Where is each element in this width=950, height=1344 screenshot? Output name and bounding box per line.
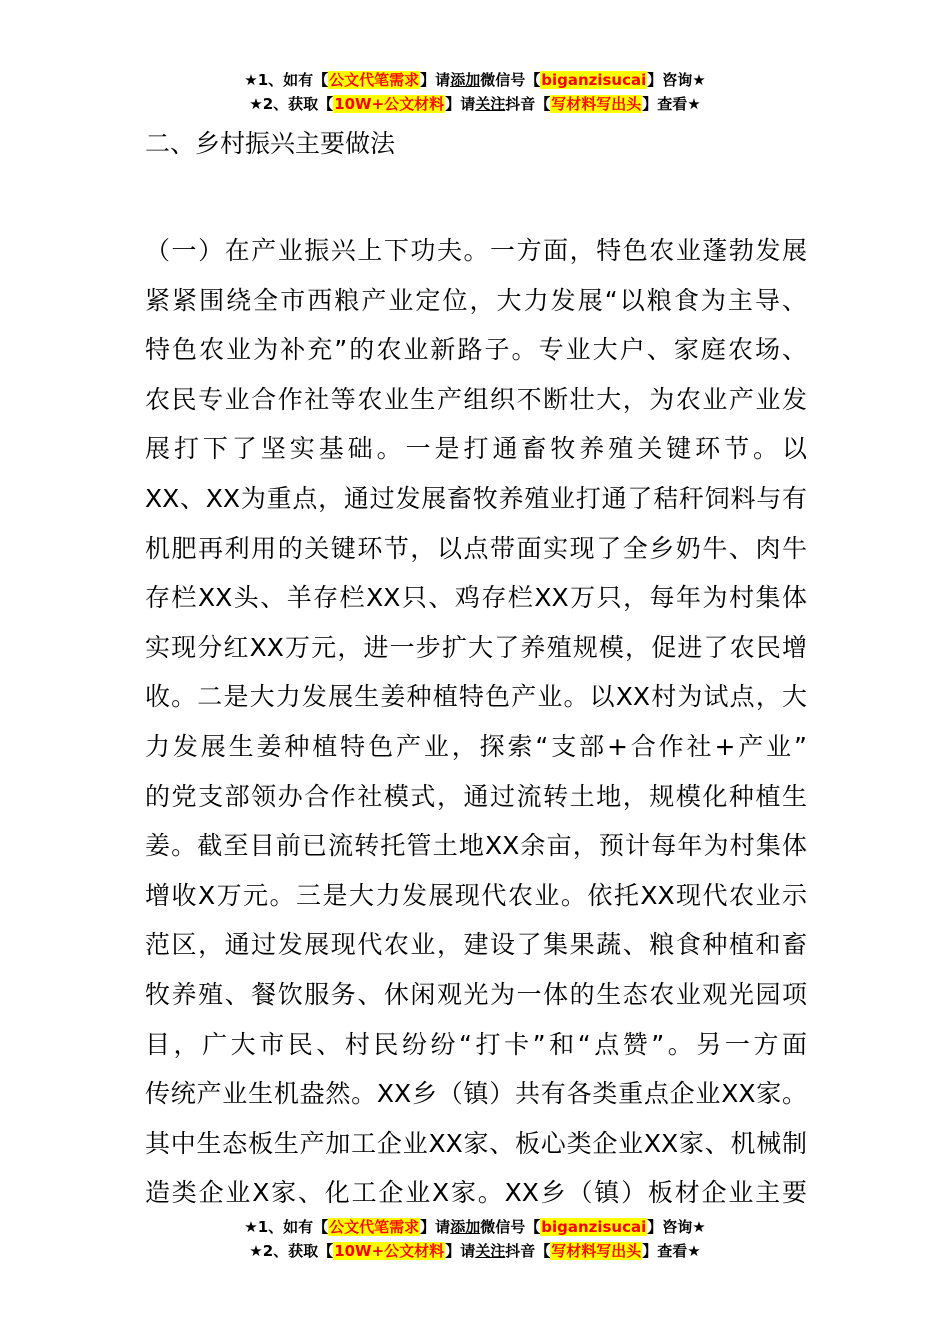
banner-underline: 关注 (475, 95, 506, 113)
paragraph-line: 机肥再利用的关键环节，以点带面实现了全乡奶牛、肉牛 (145, 533, 807, 563)
paragraph-line: 姜。截至目前已流转托管土地XX余亩，预计每年为村集体 (145, 831, 807, 861)
banner-text: 微信号【 (480, 71, 541, 89)
paragraph-line: 范区，通过发展现代农业，建设了集果蔬、粮食种植和畜 (145, 930, 807, 960)
banner-text: ★2、获取【 (249, 1242, 334, 1260)
banner-highlight: 10W+公文材料 (334, 1242, 445, 1260)
banner-line-1 (0, 1215, 950, 1239)
paragraph-line: 目，广大市民、村民纷纷“打卡”和“点赞”。另一方面 (145, 1029, 807, 1059)
banner-underline: 添加 (450, 1218, 481, 1236)
banner-underline: 关注 (475, 1242, 506, 1260)
top-banner (0, 68, 950, 116)
paragraph-line: 牧养殖、餐饮服务、休闲观光为一体的生态农业观光园项 (145, 979, 807, 1009)
banner-text: 】请 (420, 1218, 451, 1236)
banner-highlight: 10W+公文材料 (334, 95, 445, 113)
paragraph-line: XX、XX为重点，通过发展畜牧养殖业打通了秸秆饲料与有 (145, 483, 807, 513)
banner-line-1 (0, 68, 950, 92)
banner-text: 】请 (420, 71, 451, 89)
banner-highlight: biganzisucai (541, 71, 647, 89)
banner-text: ★1、如有【 (244, 71, 329, 89)
paragraph-line: 其中生态板生产加工企业XX家、板心类企业XX家、机械制 (145, 1128, 807, 1158)
banner-text: 抖音【 (505, 1242, 551, 1260)
paragraph-line: 力发展生姜种植特色产业，探索“支部+合作社+产业” (145, 731, 807, 761)
banner-text: 微信号【 (480, 1218, 541, 1236)
banner-highlight: biganzisucai (541, 1218, 647, 1236)
banner-highlight: 公文代笔需求 (329, 1218, 420, 1236)
banner-underline: 添加 (450, 71, 481, 89)
paragraph-line: 造类企业X家、化工企业X家。XX乡（镇）板材企业主要 (145, 1178, 807, 1208)
banner-text: ★1、如有【 (244, 1218, 329, 1236)
paragraph-line: （一）在产业振兴上下功夫。一方面，特色农业蓬勃发展 (145, 236, 807, 265)
section-heading: 二、乡村振兴主要做法 (145, 129, 396, 158)
banner-text: 】查看★ (642, 95, 701, 113)
banner-text: 】查看★ (642, 1242, 701, 1260)
paragraph-line: 展打下了坚实基础。一是打通畜牧养殖关键环节。以 (145, 434, 807, 464)
body-paragraph (145, 226, 807, 1218)
banner-text: 】请 (445, 95, 476, 113)
paragraph-line: 特色农业为补充”的农业新路子。专业大户、家庭农场、 (145, 335, 807, 365)
paragraph-line: 农民专业合作社等农业生产组织不断壮大，为农业产业发 (145, 384, 807, 414)
paragraph-line: 增收X万元。三是大力发展现代农业。依托XX现代农业示 (145, 880, 807, 910)
banner-text: ★2、获取【 (249, 95, 334, 113)
paragraph-line: 实现分红XX万元，进一步扩大了养殖规模，促进了农民增 (145, 632, 807, 662)
paragraph-line: 的党支部领办合作社模式，通过流转土地，规模化种植生 (145, 781, 807, 811)
banner-highlight: 写材料写出头 (551, 1242, 642, 1260)
banner-text: 】请 (445, 1242, 476, 1260)
paragraph-line: 紧紧围绕全市西粮产业定位，大力发展“以粮食为主导、 (145, 285, 807, 315)
banner-line-2 (0, 1239, 950, 1263)
banner-highlight: 写材料写出头 (551, 95, 642, 113)
banner-highlight: 公文代笔需求 (329, 71, 420, 89)
paragraph-line: 收。二是大力发展生姜种植特色产业。以XX村为试点，大 (145, 682, 807, 712)
banner-line-2 (0, 92, 950, 116)
paragraph-line: 存栏XX头、羊存栏XX只、鸡存栏XX万只，每年为村集体 (145, 583, 807, 613)
bottom-banner (0, 1215, 950, 1263)
paragraph-line: 传统产业生机盎然。XX乡（镇）共有各类重点企业XX家。 (145, 1079, 807, 1109)
banner-text: 】咨询★ (647, 1218, 706, 1236)
banner-text: 】咨询★ (647, 71, 706, 89)
banner-text: 抖音【 (505, 95, 551, 113)
